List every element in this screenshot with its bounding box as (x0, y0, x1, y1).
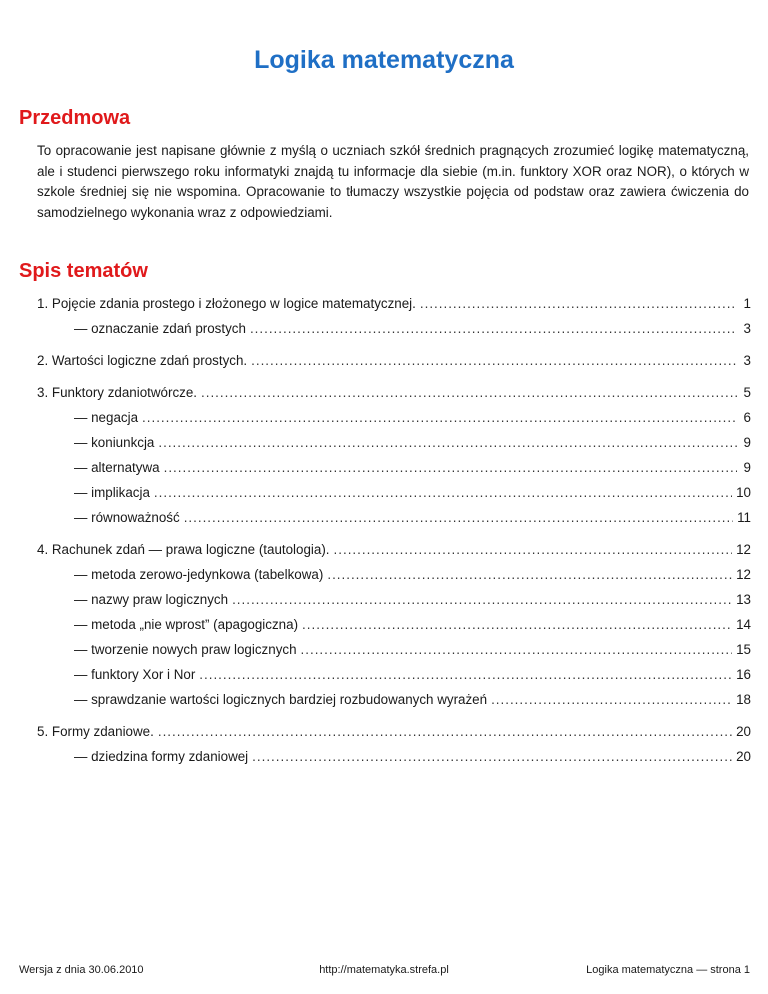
toc-entry-page: 20 (736, 724, 751, 739)
toc-entry-label: 4. Rachunek zdań — prawa logiczne (tautologia). (37, 542, 330, 557)
toc-leader-dots (301, 642, 733, 657)
toc-leader-dots (327, 567, 732, 582)
document-title: Logika matematyczna (254, 46, 514, 74)
toc-entry-page: 9 (743, 435, 751, 450)
toc-entry-page: 5 (743, 385, 751, 400)
toc-entry-label: — metoda zerowo-jedynkowa (tabelkowa) (74, 567, 324, 582)
toc-entry-page: 18 (736, 692, 751, 707)
preface-heading: Przedmowa (19, 107, 131, 129)
toc-entry-label: — dziedzina formy zdaniowej (74, 749, 249, 764)
toc-entry[interactable] (37, 542, 751, 557)
toc-entry-label: — implikacja (74, 485, 150, 500)
toc-leader-dots (491, 692, 732, 707)
toc-leader-dots (334, 542, 733, 557)
toc-leader-dots (142, 410, 737, 425)
footer-version: Wersja z dnia 30.06.2010 (19, 964, 144, 976)
toc-leader-dots (158, 435, 737, 450)
toc-entry-label: — funktory Xor i Nor (74, 667, 196, 682)
toc-entry-label: — równoważność (74, 510, 180, 525)
preface-text: To opracowanie jest napisane głównie z myślą o uczniach szkół średnich pragnących zrozumieć logikę matematyczną, ale i studenci pierwszego roku informatyki znajdą tu informacje dla siebie (m.in. funktory XOR oraz NOR), o których w szkole średniej się nie wspomina. Opracowanie to tłumaczy wszystkie pojęcia od podstaw oraz zawiera ćwiczenia do samodzielnego wykonania wraz z odpowiedziami. (37, 143, 749, 220)
toc-entry-page: 13 (736, 592, 751, 607)
toc-entry-page: 9 (743, 460, 751, 475)
toc-entry-page: 10 (736, 485, 751, 500)
toc-subentry[interactable] (74, 667, 751, 682)
toc-leader-dots (158, 724, 732, 739)
toc-subentry[interactable] (74, 485, 751, 500)
toc-entry-label: 1. Pojęcie zdania prostego i złożonego w logice matematycznej. (37, 296, 416, 311)
toc-leader-dots (250, 321, 737, 336)
toc-entry-label: — koniunkcja (74, 435, 155, 450)
toc-entry-page: 16 (736, 667, 751, 682)
toc-entry[interactable] (37, 385, 751, 400)
toc-subentry[interactable] (74, 567, 751, 582)
toc-subentry[interactable] (74, 321, 751, 336)
toc-leader-dots (420, 296, 737, 311)
toc-entry-label: — oznaczanie zdań prostych (74, 321, 246, 336)
footer-page-label: Logika matematyczna — strona 1 (586, 964, 750, 976)
toc-entry-page: 14 (736, 617, 751, 632)
toc-leader-dots (201, 385, 737, 400)
toc-leader-dots (252, 749, 732, 764)
toc-subentry[interactable] (74, 749, 751, 764)
toc-entry-label: 3. Funktory zdaniotwórcze. (37, 385, 198, 400)
toc-leader-dots (251, 353, 737, 368)
toc-heading: Spis tematów (19, 260, 148, 282)
toc-leader-dots (302, 617, 732, 632)
toc-entry-page: 6 (743, 410, 751, 425)
toc-entry-page: 1 (743, 296, 751, 311)
toc-entry-label: — alternatywa (74, 460, 160, 475)
toc-entry-page: 12 (736, 567, 751, 582)
footer-url-link[interactable]: http://matematyka.strefa.pl (319, 964, 449, 976)
toc-subentry[interactable] (74, 617, 751, 632)
toc-entry-label: — metoda „nie wprost” (apagogiczna) (74, 617, 299, 632)
toc-entry-page: 11 (737, 510, 751, 525)
toc-subentry[interactable] (74, 435, 751, 450)
toc-leader-dots (199, 667, 732, 682)
toc-subentry[interactable] (74, 592, 751, 607)
toc-leader-dots (164, 460, 737, 475)
toc-entry-label: — nazwy praw logicznych (74, 592, 229, 607)
toc-subentry[interactable] (74, 642, 751, 657)
toc-subentry[interactable] (74, 692, 751, 707)
toc-entry-label: — negacja (74, 410, 139, 425)
toc-entry-label: — sprawdzanie wartości logicznych bardziej rozbudowanych wyrażeń (74, 692, 488, 707)
toc-leader-dots (232, 592, 732, 607)
toc-entry[interactable] (37, 296, 751, 311)
toc-entry[interactable] (37, 724, 751, 739)
toc-entry[interactable] (37, 353, 751, 368)
toc-entry-page: 12 (736, 542, 751, 557)
toc-entry-label: — tworzenie nowych praw logicznych (74, 642, 297, 657)
toc-leader-dots (154, 485, 732, 500)
toc-entry-page: 20 (736, 749, 751, 764)
toc-entry-label: 5. Formy zdaniowe. (37, 724, 154, 739)
toc-subentry[interactable] (74, 410, 751, 425)
toc-leader-dots (184, 510, 733, 525)
toc-entry-page: 3 (743, 353, 751, 368)
toc-entry-page: 15 (736, 642, 751, 657)
toc-entry-page: 3 (743, 321, 751, 336)
toc-entry-label: 2. Wartości logiczne zdań prostych. (37, 353, 248, 368)
toc-subentry[interactable] (74, 460, 751, 475)
toc-subentry[interactable] (74, 510, 751, 525)
